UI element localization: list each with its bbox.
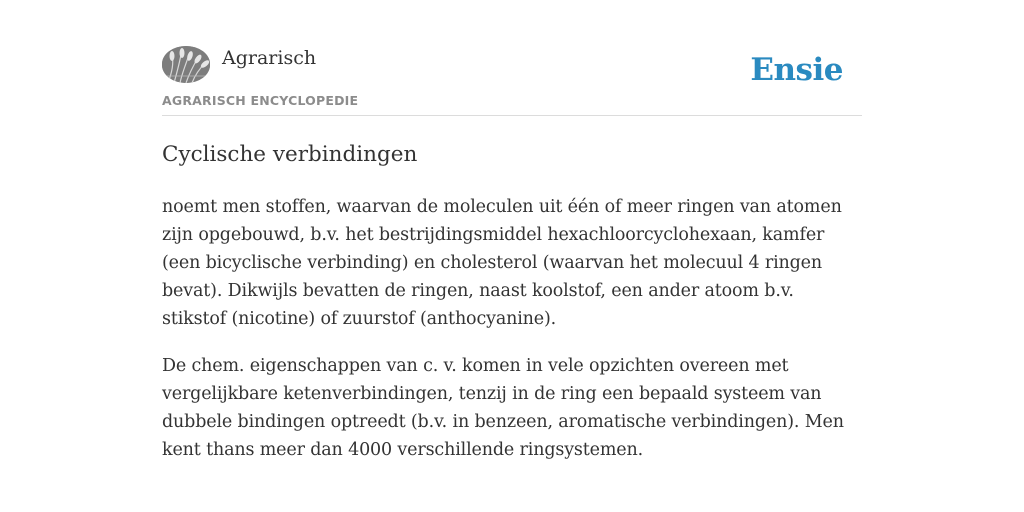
brand-logo[interactable]: Ensie (750, 52, 843, 88)
article-title: Cyclische verbindingen (162, 142, 418, 167)
wheat-ears-icon (162, 46, 210, 83)
article-body (162, 193, 862, 464)
source-name[interactable]: Agrarisch (222, 47, 317, 69)
article-paragraph: noemt men stoffen, waarvan de moleculen uit één of meer ringen van atomen zijn opgebouwd, b.v. het bestrijdingsmiddel hexachloorcyclohexaan, kamfer (een bicyclische verbinding) en cholesterol (waarvan het molecuul 4 ringen bevat). Dikwijls bevatten de ringen, naast koolstof, een ander atoom b.v. stikstof (nicotine) of zuurstof (anthocyanine). (162, 197, 842, 329)
article-paragraph: De chem. eigenschappen van c. v. komen in vele opzichten overeen met vergelijkbare ketenverbindingen, tenzij in de ring een bepaald systeem van dubbele bindingen optreedt (b.v. in benzeen, aromatische verbindingen). Men kent thans meer dan 4000 verschillende ringsystemen. (162, 356, 844, 460)
page (162, 0, 862, 464)
header (162, 46, 862, 116)
source-avatar[interactable] (162, 46, 210, 83)
source-subtitle[interactable]: AGRARISCH ENCYCLOPEDIE (162, 93, 359, 108)
